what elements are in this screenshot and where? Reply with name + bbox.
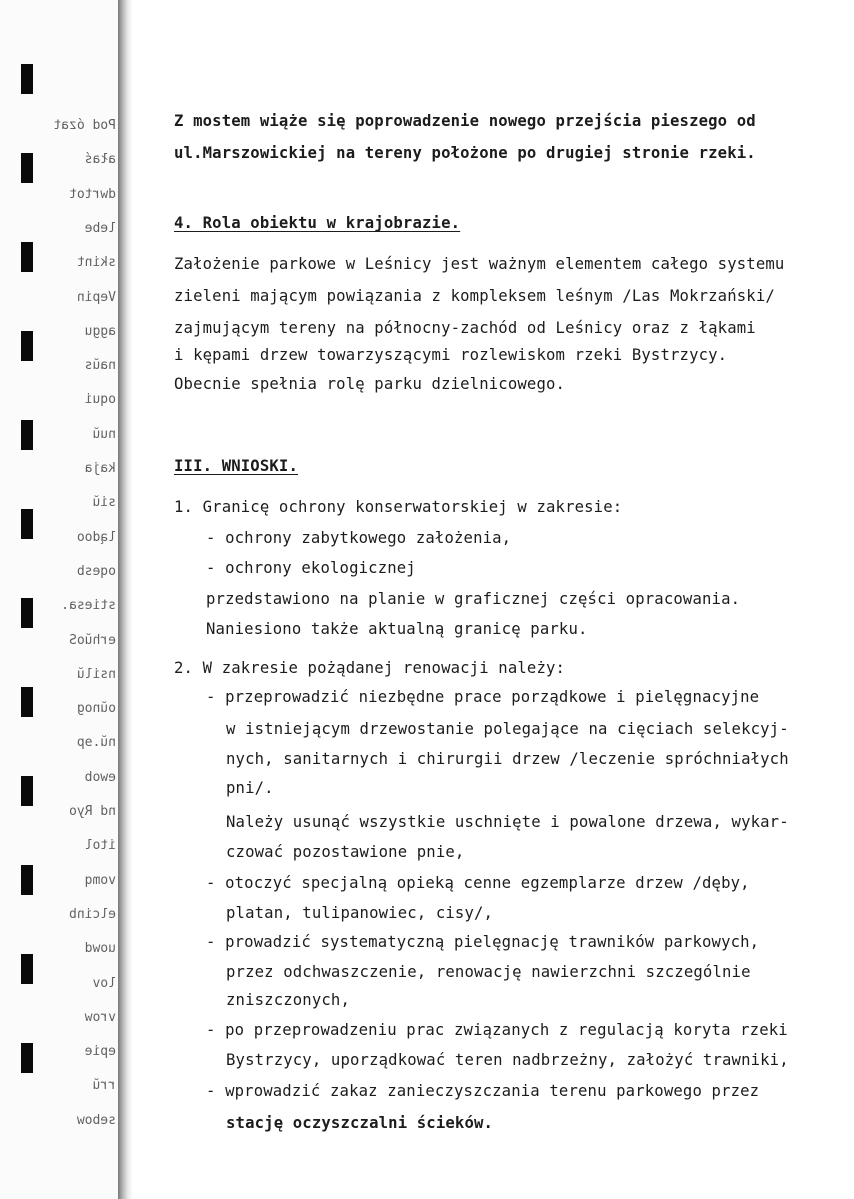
item-2-line-4: nych, sanitarnych i chirurgii drzew /leczenie spróchniałych bbox=[226, 750, 789, 768]
bleed-line: epie bbox=[84, 1044, 116, 1060]
intro-line-2: ul.Marszowickiej na tereny położone po drugiej stronie rzeki. bbox=[174, 144, 756, 162]
bleed-line: oqesb bbox=[76, 563, 116, 579]
page-spine-shadow bbox=[118, 0, 132, 1199]
redaction-marker bbox=[21, 1043, 33, 1073]
item-2-line-12: zniszczonych, bbox=[226, 991, 350, 1009]
item-2-line-14: Bystrzycy, uporządkować teren nadbrzeżny, założyć trawniki, bbox=[226, 1051, 789, 1069]
redaction-marker bbox=[21, 865, 33, 895]
bleed-line: skint bbox=[76, 255, 116, 271]
item-1-title: 1. Granicę ochrony konserwatorskiej w zakresie: bbox=[174, 498, 623, 516]
redaction-marker bbox=[21, 776, 33, 806]
redaction-marker bbox=[21, 687, 33, 717]
bleed-line: Pod ózat bbox=[53, 118, 116, 133]
item-2-line-9: platan, tulipanowiec, cisy/, bbox=[226, 904, 494, 922]
bleed-line: vomq bbox=[84, 872, 116, 888]
item-2-line-2: - przeprowadzić niezbędne prace porządkowe i pielęgnacyjne bbox=[206, 688, 760, 706]
item-2-line-8: - otoczyć specjalną opieką cenne egzemplarze drzew /dęby, bbox=[206, 874, 750, 892]
section-4-line-4: i kępami drzew towarzyszącymi rozlewiskom rzeki Bystrzycy. bbox=[174, 346, 728, 364]
section-III-heading: III. WNIOSKI. bbox=[174, 457, 298, 475]
item-2-line-13: - po przeprowadzeniu prac związanych z regulacją koryta rzeki bbox=[206, 1021, 788, 1039]
bleed-line: ewob bbox=[84, 769, 116, 785]
document-page bbox=[132, 0, 854, 1199]
item-1-line-5: Naniesiono także aktualną granicę parku. bbox=[206, 620, 588, 638]
bleed-line: oŭnog bbox=[76, 701, 116, 717]
redaction-marker bbox=[21, 153, 33, 183]
bleed-line: naŭs bbox=[84, 358, 116, 374]
redaction-marker bbox=[21, 331, 33, 361]
bleed-line: nuŭ bbox=[92, 426, 116, 442]
item-2-line-5: pni/. bbox=[226, 779, 274, 797]
bleed-line: uowd bbox=[84, 941, 116, 957]
bleed-line: siŭ bbox=[92, 495, 116, 511]
bleed-line: erhŭoS bbox=[69, 632, 116, 648]
bleed-line: elcinb bbox=[69, 906, 116, 922]
section-4-heading: 4. Rola obiektu w krajobrazie. bbox=[174, 214, 461, 232]
item-2-line-10: - prowadzić systematyczną pielęgnację trawników parkowych, bbox=[206, 933, 760, 951]
redaction-marker bbox=[21, 64, 33, 94]
item-1-bullet-1: - ochrony zabytkowego założenia, bbox=[206, 529, 512, 547]
bleed-line: sebow bbox=[76, 1112, 116, 1128]
section-4-line-5: Obecnie spełnia rolę parku dzielnicowego. bbox=[174, 375, 566, 393]
item-1-line-4: przedstawiono na planie w graficznej części opracowania. bbox=[206, 590, 741, 608]
bleed-line: lebe bbox=[84, 220, 116, 236]
item-1-bullet-2: - ochrony ekologicznej bbox=[206, 559, 416, 577]
redaction-marker bbox=[21, 420, 33, 450]
bleed-line: oqui bbox=[84, 392, 116, 408]
redaction-marker bbox=[21, 509, 33, 539]
bleed-line: ałaś bbox=[84, 152, 116, 168]
redaction-marker bbox=[21, 954, 33, 984]
bleed-line: nsilŭ bbox=[76, 666, 116, 682]
bleed-line: nd Ryo bbox=[69, 804, 116, 819]
bleed-line: lov bbox=[92, 975, 116, 991]
bleed-line: vrow bbox=[84, 1009, 116, 1025]
bleed-line: lądoo bbox=[76, 529, 116, 545]
item-2-line-15: - wprowadzić zakaz zanieczyszczania terenu parkowego przez bbox=[206, 1082, 760, 1100]
section-4-line-1: Założenie parkowe w Leśnicy jest ważnym elementem całego systemu bbox=[174, 255, 785, 273]
bleed-line: kaja bbox=[84, 461, 116, 476]
redaction-marker bbox=[21, 242, 33, 272]
item-2-line-7: czować pozostawione pnie, bbox=[226, 843, 465, 861]
item-2-line-6: Należy usunąć wszystkie uschnięte i powalone drzewa, wykar- bbox=[226, 813, 789, 831]
bleed-line: dwrtot bbox=[69, 186, 116, 202]
item-2-title: 2. W zakresie pożądanej renowacji należy: bbox=[174, 659, 566, 677]
bleed-line: itol bbox=[84, 838, 116, 854]
section-4-line-3: zajmującym tereny na północny-zachód od Leśnicy oraz z łąkami bbox=[174, 319, 756, 337]
item-2-line-16: stację oczyszczalni ścieków. bbox=[226, 1114, 494, 1132]
bleed-line: rrŭ bbox=[92, 1078, 116, 1094]
intro-line-1: Z mostem wiąże się poprowadzenie nowego przejścia pieszego od bbox=[174, 112, 756, 130]
bleed-line: Vepin bbox=[76, 289, 116, 305]
item-2-line-3: w istniejącym drzewostanie polegające na cięciach selekcyj- bbox=[226, 720, 789, 738]
mirrored-bleed-text bbox=[0, 0, 118, 1199]
bleed-line: stiesa. bbox=[61, 598, 116, 614]
redaction-marker bbox=[21, 598, 33, 628]
facing-page-bleed bbox=[0, 0, 118, 1199]
section-4-line-2: zieleni mającym powiązania z kompleksem leśnym /Las Mokrzański/ bbox=[174, 287, 775, 305]
bleed-line: aggu bbox=[84, 323, 116, 339]
item-2-line-11: przez odchwaszczenie, renowację nawierzchni szczególnie bbox=[226, 963, 751, 981]
bleed-line: nŭ.ɘp bbox=[76, 735, 116, 751]
